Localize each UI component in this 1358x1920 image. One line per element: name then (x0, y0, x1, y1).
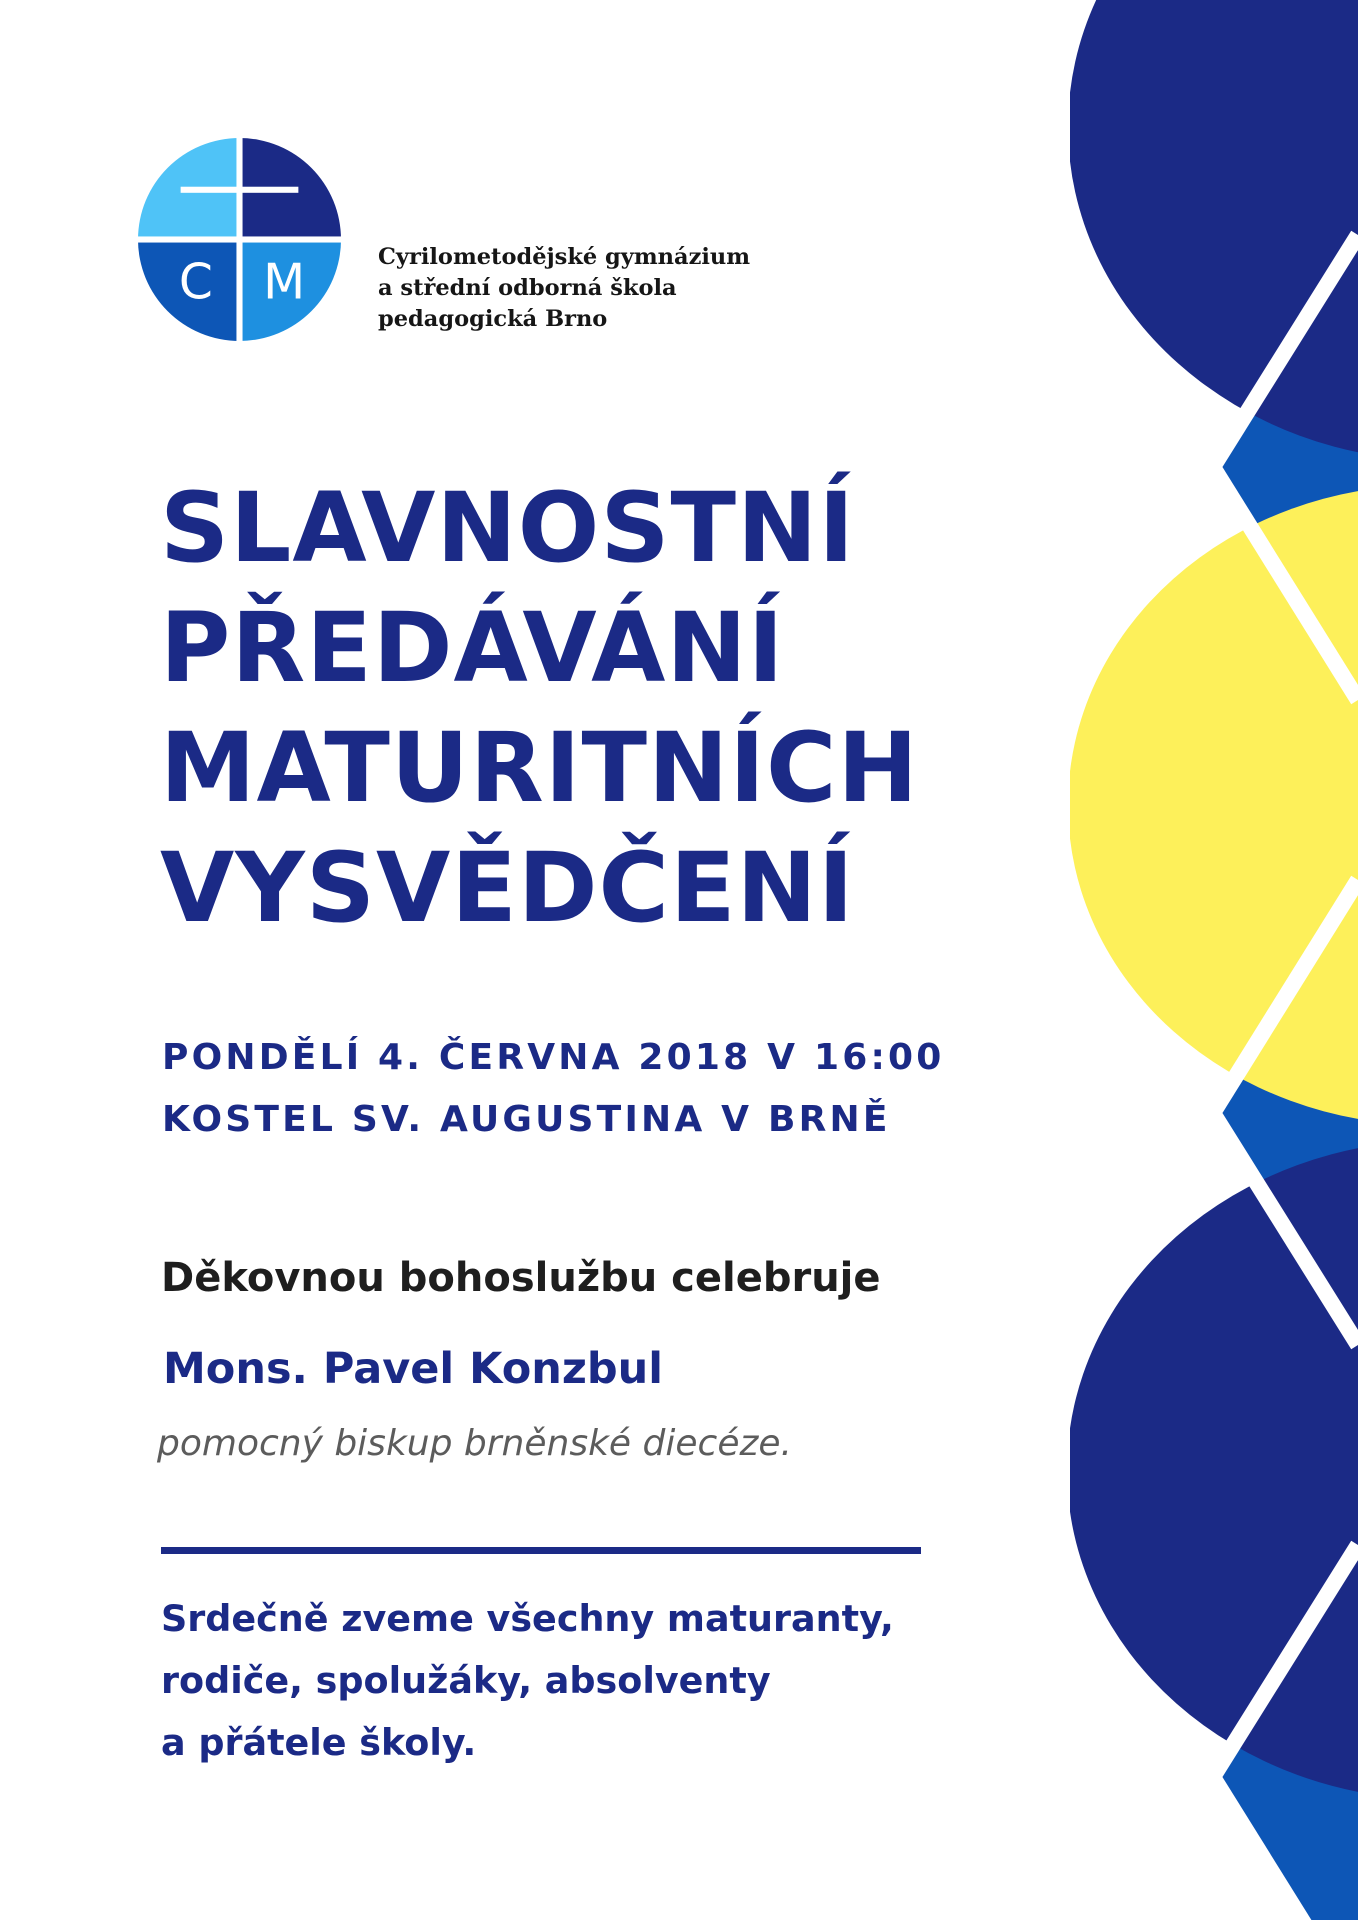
invitation-line: Srdečně zveme všechny maturanty, (161, 1597, 894, 1640)
school-name-line: Cyrilometodějské gymnázium (378, 244, 751, 270)
invitation-line: rodiče, spolužáky, absolventy (161, 1659, 771, 1702)
celebrant-name: Mons. Pavel Konzbul (163, 1344, 664, 1394)
page-title (160, 468, 919, 948)
event-details (162, 1027, 945, 1151)
school-name-line: pedagogická Brno (378, 306, 608, 332)
event-place: KOSTEL SV. AUGUSTINA V BRNĚ (162, 1099, 891, 1140)
divider (161, 1547, 921, 1554)
yellow-circle (1068, 485, 1358, 1125)
invitation-text (161, 1588, 894, 1774)
event-date-time: PONDĚLÍ 4. ČERVNA 2018 V 16:00 (162, 1037, 945, 1078)
title-line: SLAVNOSTNÍ (160, 472, 856, 584)
navy-circle-bottom (1067, 1140, 1358, 1800)
navy-circle-top (1068, 0, 1358, 461)
school-logo (138, 138, 341, 341)
logo-letter-m: M (263, 254, 306, 311)
title-line: MATURITNÍCH (160, 712, 919, 824)
title-line: VYSVĚDČENÍ (160, 832, 855, 944)
celebrant-intro: Děkovnou bohoslužbu celebruje (161, 1255, 881, 1301)
title-line: PŘEDÁVÁNÍ (160, 592, 785, 704)
school-name (378, 242, 750, 335)
invitation-line: a přátele školy. (161, 1721, 477, 1764)
celebrant-role: pomocný biskup brněnské diecéze. (157, 1423, 792, 1464)
logo-letter-c: C (178, 254, 213, 311)
school-name-line: a střední odborná škola (378, 275, 677, 301)
